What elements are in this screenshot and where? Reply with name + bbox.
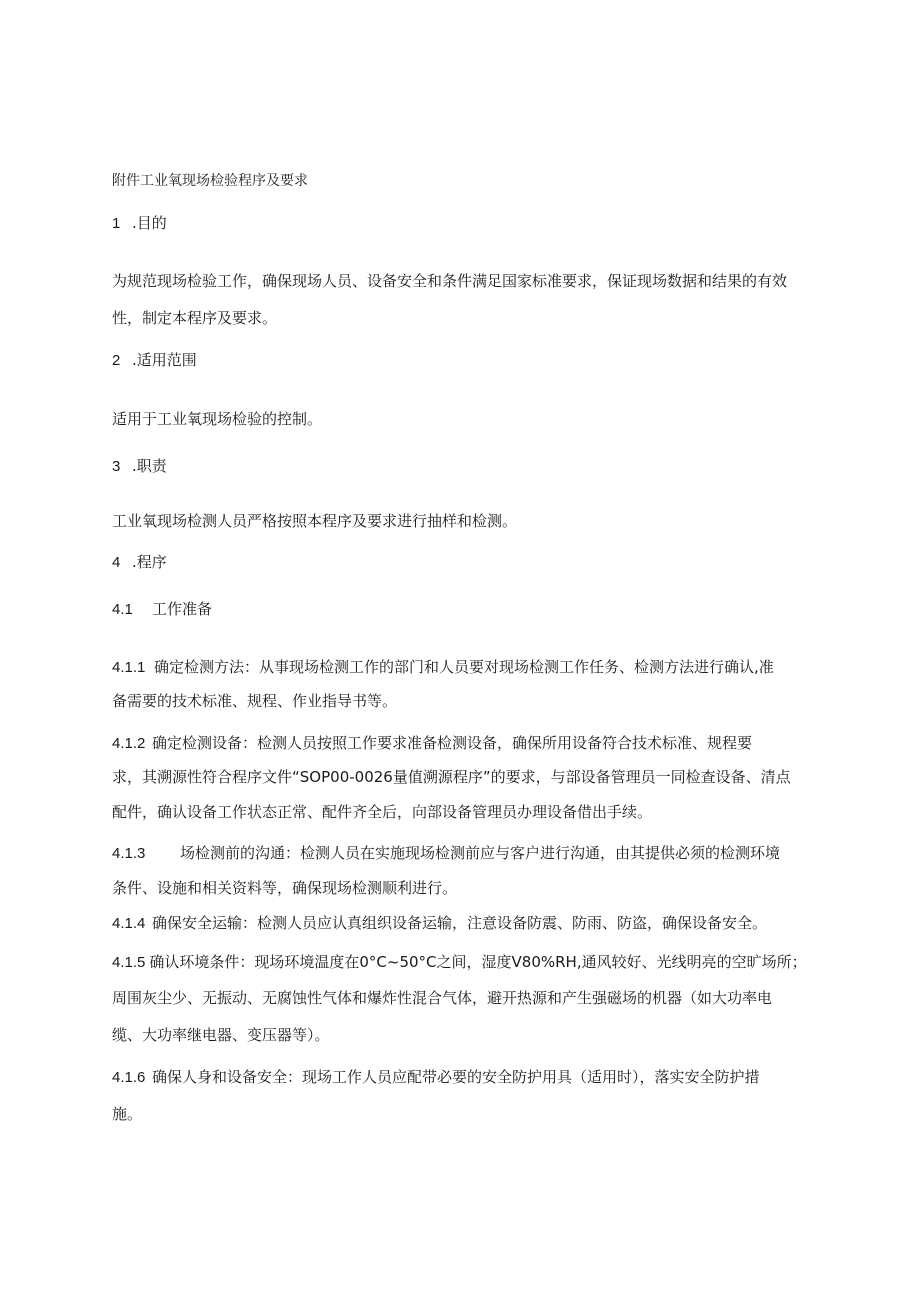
section-heading-text: .适用范围 (132, 351, 197, 369)
section-4-heading (112, 552, 167, 573)
section-heading-text: .职责 (132, 457, 167, 475)
document-title: 附件工业氧现场检验程序及要求 (112, 173, 308, 189)
section-2-heading (112, 350, 197, 371)
item-number: 4.1.2 (112, 735, 146, 752)
item-4-1-2-line: 配件，确认设备工作状态正常、配件齐全后，向部设备管理员办理设备借出手续。 (112, 803, 653, 821)
item-4-1-6-line (112, 1067, 760, 1088)
item-text: 确认环境条件：现场环境温度在0°C~50°C之间，湿度V80%RH,通风较好、光线明亮的空旷场所； (149, 953, 807, 971)
item-4-1-3-line (112, 843, 780, 864)
subsection-4-1-heading (112, 599, 212, 620)
item-number: 4.1.6 (112, 1069, 146, 1086)
item-number: 4.1.1 (112, 659, 146, 676)
item-4-1-5-line (112, 952, 807, 973)
item-4-1-2-line (112, 733, 752, 754)
item-text: 确定检测方法：从事现场检测工作的部门和人员要对现场检测工作任务、检测方法进行确认,准 (154, 658, 774, 676)
subsection-heading-text: 工作准备 (152, 600, 213, 618)
item-text: 确保人身和设备安全：现场工作人员应配带必要的安全防护用具（适用时），落实安全防护措 (152, 1068, 760, 1086)
item-4-1-2-line: 求，其溯源性符合程序文件“SOP00-0026量值溯源程序”的要求，与部设备管理员一同检查设备、清点 (112, 768, 791, 786)
section-number: 2 (112, 352, 121, 369)
section-3-heading (112, 456, 167, 477)
item-text: 确定检测设备：检测人员按照工作要求准备检测设备，确保所用设备符合技术标准、规程要 (152, 734, 753, 752)
section-number: 1 (112, 215, 121, 232)
item-4-1-4-line (112, 913, 767, 934)
item-number: 4.1.5 (112, 954, 146, 971)
section-1-body-line: 性，制定本程序及要求。 (112, 309, 278, 327)
item-4-1-3-line: 条件、设施和相关资料等，确保现场检测顺利进行。 (112, 879, 458, 897)
item-4-1-5-line: 缆、大功率继电器、变压器等）。 (112, 1026, 330, 1044)
subsection-number: 4.1 (112, 601, 133, 618)
section-heading-text: .程序 (132, 553, 167, 571)
item-4-1-1-line: 备需要的技术标准、规程、作业指导书等。 (112, 692, 398, 710)
section-1-body-line: 为规范现场检验工作，确保现场人员、设备安全和条件满足国家标准要求，保证现场数据和结果的有效 (112, 272, 788, 290)
item-number: 4.1.3 (112, 845, 146, 862)
item-4-1-1-line (112, 657, 774, 678)
section-2-body-line: 适用于工业氧现场检验的控制。 (112, 410, 323, 428)
section-number: 3 (112, 458, 121, 475)
item-4-1-5-line: 周围灰尘少、无振动、无腐蚀性气体和爆炸性混合气体，避开热源和产生强磁场的机器（如大功率电 (112, 989, 773, 1007)
section-number: 4 (112, 554, 121, 571)
section-heading-text: .目的 (132, 214, 167, 232)
item-4-1-6-line: 施。 (112, 1105, 143, 1123)
item-text: 确保安全运输：检测人员应认真组织设备运输，注意设备防震、防雨、防盗，确保设备安全。 (152, 914, 768, 932)
item-number: 4.1.4 (112, 915, 146, 932)
item-text: 场检测前的沟通：检测人员在实施现场检测前应与客户进行沟通，由其提供必须的检测环境 (180, 844, 781, 862)
section-1-heading (112, 213, 167, 234)
section-3-body-line: 工业氧现场检测人员严格按照本程序及要求进行抽样和检测。 (112, 512, 518, 530)
